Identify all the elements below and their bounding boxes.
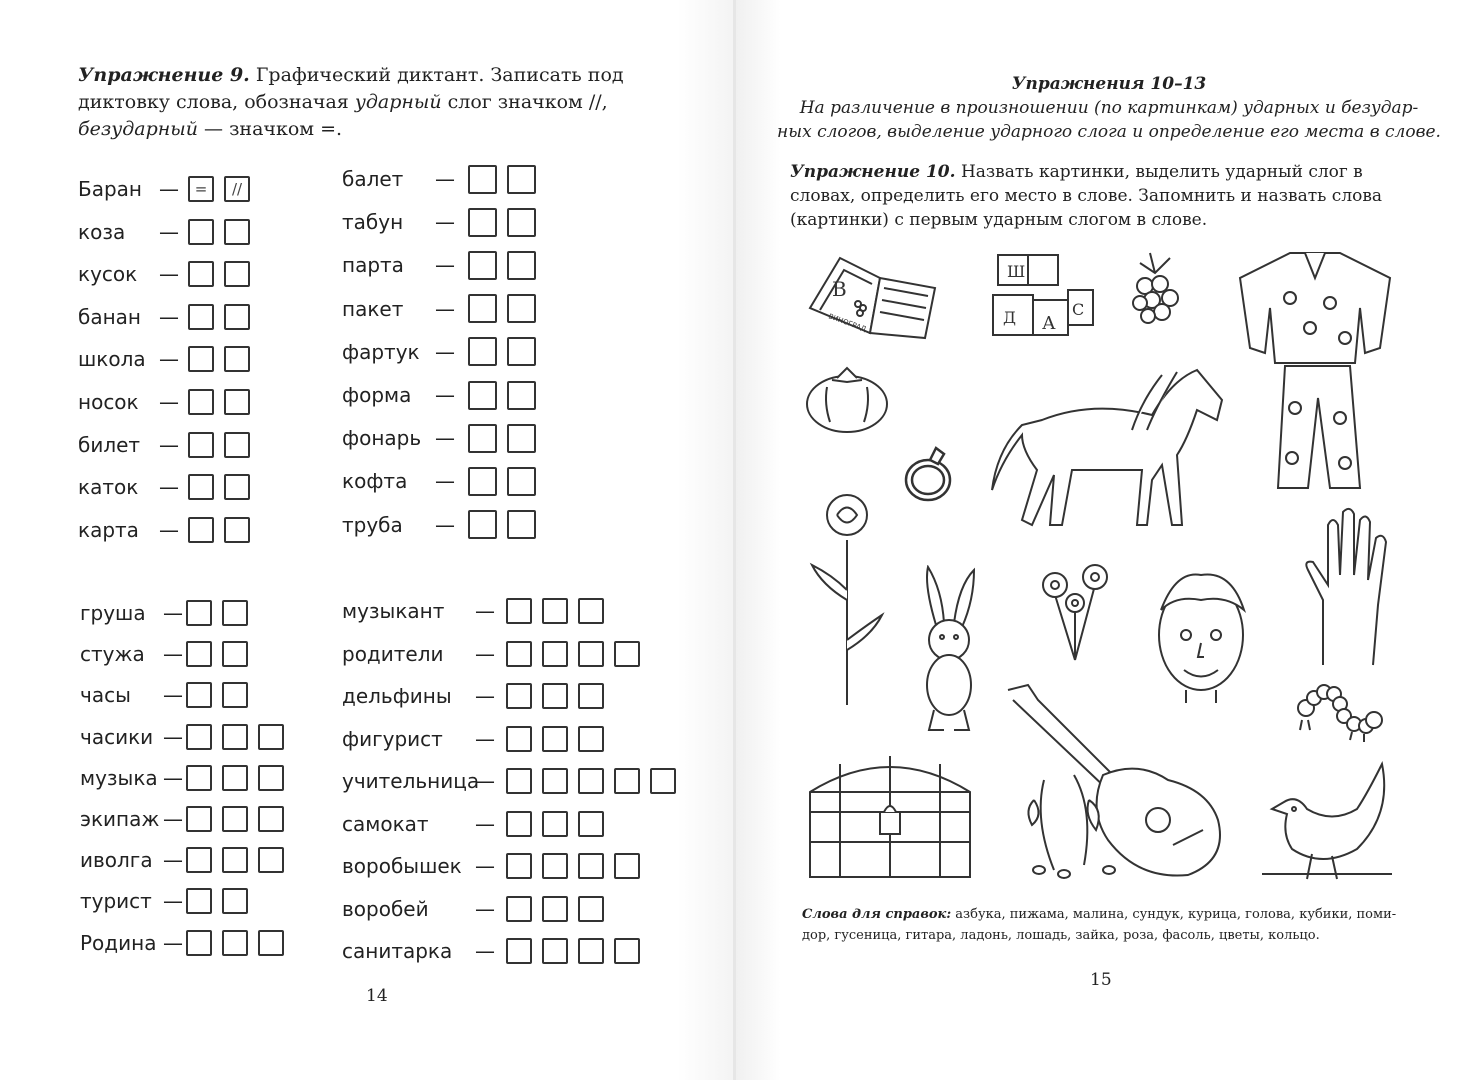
syllable-box[interactable] xyxy=(224,517,250,543)
word-row xyxy=(80,802,284,836)
syllable-box[interactable] xyxy=(468,251,497,280)
book-cover-letter: В xyxy=(832,277,847,301)
syllable-box[interactable] xyxy=(542,938,568,964)
syllable-box[interactable] xyxy=(507,510,536,539)
syllable-box[interactable] xyxy=(507,467,536,496)
syllable-box[interactable] xyxy=(578,598,604,624)
word-row xyxy=(78,513,250,547)
dash-separator: — xyxy=(163,930,183,955)
dictation-word: школа xyxy=(78,347,146,372)
syllable-box[interactable]: = xyxy=(188,176,214,202)
syllable-boxes xyxy=(468,165,536,194)
dash-separator: — xyxy=(475,599,495,623)
dictation-word: Родина xyxy=(80,930,157,955)
syllable-box[interactable] xyxy=(542,896,568,922)
syllable-boxes xyxy=(506,641,640,667)
syllable-boxes xyxy=(186,600,248,626)
dash-separator: — xyxy=(435,210,455,235)
syllable-box[interactable] xyxy=(506,853,532,879)
dictation-word: музыка xyxy=(80,765,158,790)
syllable-boxes xyxy=(186,724,284,750)
word-row xyxy=(342,421,536,455)
syllable-box[interactable] xyxy=(222,682,248,708)
syllable-box[interactable] xyxy=(507,381,536,410)
unstressed-term: безударный xyxy=(78,118,198,140)
word-row xyxy=(342,637,640,671)
syllable-boxes xyxy=(186,806,284,832)
syllable-box[interactable] xyxy=(542,641,568,667)
word-row xyxy=(80,720,284,754)
exercise-9-label: Упражнение 9. xyxy=(78,64,250,86)
alphabet-book-picture xyxy=(800,248,940,343)
dictation-word: форма xyxy=(342,383,412,407)
syllable-box[interactable] xyxy=(507,424,536,453)
dictation-word: груша xyxy=(80,601,146,625)
syllable-boxes xyxy=(506,853,640,879)
syllable-box[interactable] xyxy=(578,768,604,794)
syllable-box[interactable] xyxy=(578,726,604,752)
cubes-picture xyxy=(988,245,1098,345)
syllable-box[interactable] xyxy=(542,726,568,752)
dash-separator: — xyxy=(435,253,455,278)
word-row xyxy=(342,292,536,326)
syllable-boxes xyxy=(188,176,250,202)
dictation-word: труба xyxy=(342,512,403,537)
syllable-boxes xyxy=(188,432,250,458)
dash-separator: — xyxy=(159,219,179,244)
word-row xyxy=(342,764,676,798)
dictation-word: часики xyxy=(80,724,154,749)
heading-line-1: На различение в произношении (по картинкам) ударных и безудар- xyxy=(799,98,1419,118)
dash-separator: — xyxy=(475,641,495,666)
syllable-box[interactable] xyxy=(222,930,248,956)
syllable-boxes xyxy=(506,683,604,709)
syllable-box[interactable] xyxy=(506,768,532,794)
syllable-boxes xyxy=(188,304,250,330)
dash-separator: — xyxy=(435,383,455,407)
syllable-box[interactable] xyxy=(224,261,250,287)
syllable-boxes xyxy=(186,847,284,873)
syllable-box[interactable] xyxy=(578,683,604,709)
word-column-4 xyxy=(342,594,722,974)
dictation-word: Баран xyxy=(78,177,143,201)
exercise-9-mid: слог значком //, xyxy=(447,91,608,113)
syllable-box[interactable] xyxy=(222,724,248,750)
dictation-word: воробей xyxy=(342,896,429,921)
word-row xyxy=(78,470,250,504)
dash-separator: — xyxy=(159,262,179,287)
word-row xyxy=(78,300,250,334)
word-row xyxy=(80,678,248,712)
word-column-2 xyxy=(342,162,602,542)
word-column-3 xyxy=(80,596,340,976)
cube-letter-2: А xyxy=(1042,313,1056,334)
word-row xyxy=(342,722,604,756)
syllable-box[interactable] xyxy=(186,641,212,667)
syllable-box[interactable] xyxy=(468,337,497,366)
syllable-box[interactable] xyxy=(224,219,250,245)
syllable-boxes xyxy=(188,389,250,415)
syllable-boxes xyxy=(188,517,250,543)
book-cover-word: ВИНОГРАД xyxy=(827,312,868,334)
syllable-boxes xyxy=(468,337,536,366)
syllable-box[interactable] xyxy=(578,853,604,879)
dictation-word: санитарка xyxy=(342,939,453,963)
syllable-boxes xyxy=(468,251,536,280)
dash-separator: — xyxy=(163,889,183,914)
hand-picture xyxy=(1298,500,1398,670)
syllable-box[interactable] xyxy=(222,641,248,667)
syllable-box[interactable] xyxy=(507,251,536,280)
dash-separator: — xyxy=(475,896,495,921)
syllable-box[interactable] xyxy=(468,294,497,323)
syllable-box[interactable] xyxy=(506,896,532,922)
dictation-word: учительница xyxy=(342,769,480,793)
syllable-box[interactable] xyxy=(222,600,248,626)
syllable-box[interactable] xyxy=(468,165,497,194)
rose-picture xyxy=(802,490,892,710)
word-row xyxy=(342,162,536,196)
syllable-box[interactable] xyxy=(506,938,532,964)
syllable-boxes xyxy=(468,381,536,410)
syllable-boxes xyxy=(186,765,284,791)
syllable-box[interactable] xyxy=(578,896,604,922)
syllable-box[interactable] xyxy=(468,208,497,237)
dictation-word: фигурист xyxy=(342,726,443,751)
syllable-boxes xyxy=(506,598,604,624)
word-row xyxy=(78,385,250,419)
syllable-box[interactable] xyxy=(188,346,214,372)
syllable-box[interactable] xyxy=(222,888,248,914)
pajamas-picture xyxy=(1230,248,1400,493)
exercise-10-text: Назвать картинки, выделить ударный слог в словах, определить его место в слове. Запомнить и назвать слова (картинки) с первым ударным слогом в слове. xyxy=(790,162,1383,230)
dictation-word: носок xyxy=(78,390,139,414)
syllable-boxes xyxy=(468,510,536,539)
word-row xyxy=(78,428,250,462)
dictation-word: экипаж xyxy=(80,807,160,831)
word-row xyxy=(80,637,248,671)
exercise-10-label: Упражнение 10. xyxy=(790,162,956,182)
syllable-box[interactable] xyxy=(224,304,250,330)
syllable-boxes xyxy=(188,346,250,372)
syllable-box[interactable] xyxy=(542,768,568,794)
dictation-word: воробышек xyxy=(342,854,462,878)
syllable-box[interactable] xyxy=(186,765,212,791)
dictation-word: коза xyxy=(78,219,126,244)
syllable-box[interactable] xyxy=(468,424,497,453)
syllable-box[interactable] xyxy=(614,641,640,667)
dictation-word: иволга xyxy=(80,848,153,873)
dictation-word: самокат xyxy=(342,811,429,836)
page-number-right: 15 xyxy=(1090,970,1112,990)
word-row xyxy=(78,215,250,249)
dictation-word: банан xyxy=(78,304,141,329)
dash-separator: — xyxy=(475,684,495,708)
dictation-word: каток xyxy=(78,475,139,500)
dictation-word: турист xyxy=(80,889,152,914)
syllable-box[interactable] xyxy=(506,641,532,667)
bunny-picture xyxy=(904,565,994,735)
syllable-box[interactable] xyxy=(506,683,532,709)
syllable-box[interactable] xyxy=(542,598,568,624)
dash-separator: — xyxy=(159,347,179,372)
syllable-box[interactable] xyxy=(224,474,250,500)
syllable-box[interactable]: // xyxy=(224,176,250,202)
word-row xyxy=(78,172,250,206)
syllable-box[interactable] xyxy=(188,219,214,245)
exercise-9-text: Графический диктант. Записать под диктовку слова, обозначая xyxy=(78,64,624,113)
dash-separator: — xyxy=(163,642,183,667)
word-row xyxy=(342,248,536,282)
dictation-word: кофта xyxy=(342,469,408,494)
dash-separator: — xyxy=(163,683,183,708)
word-row xyxy=(342,594,604,628)
reference-words-line-2: дор, гусеница, гитара, ладонь, лошадь, зайка, роза, фасоль, цветы, кольцо. xyxy=(802,928,1320,943)
syllable-box[interactable] xyxy=(258,806,284,832)
syllable-box[interactable] xyxy=(578,811,604,837)
ring-picture xyxy=(900,442,960,507)
syllable-boxes xyxy=(468,294,536,323)
dictation-word: билет xyxy=(78,432,141,457)
dash-separator: — xyxy=(159,390,179,414)
dictation-word: фартук xyxy=(342,339,420,364)
syllable-box[interactable] xyxy=(507,294,536,323)
syllable-box[interactable] xyxy=(542,683,568,709)
word-row xyxy=(80,596,248,630)
syllable-boxes xyxy=(506,811,604,837)
dictation-word: кусок xyxy=(78,262,138,287)
flowers-picture xyxy=(1030,555,1120,665)
dash-separator: — xyxy=(159,517,179,542)
syllable-box[interactable] xyxy=(650,768,676,794)
syllable-box[interactable] xyxy=(542,811,568,837)
syllable-box[interactable] xyxy=(468,510,497,539)
syllable-box[interactable] xyxy=(258,847,284,873)
dash-separator: — xyxy=(159,304,179,329)
word-row xyxy=(80,884,248,918)
syllable-boxes xyxy=(186,682,248,708)
exercise-9-end: — значком =. xyxy=(204,118,343,140)
syllable-box[interactable] xyxy=(186,724,212,750)
page-number-left: 14 xyxy=(366,986,388,1006)
chest-picture xyxy=(800,752,980,882)
syllable-box[interactable] xyxy=(614,768,640,794)
word-row xyxy=(80,761,284,795)
hen-picture xyxy=(1262,754,1392,884)
dash-separator: — xyxy=(475,811,495,836)
syllable-boxes xyxy=(506,768,676,794)
syllable-box[interactable] xyxy=(578,938,604,964)
syllable-box[interactable] xyxy=(222,765,248,791)
syllable-box[interactable] xyxy=(614,853,640,879)
syllable-box[interactable] xyxy=(542,853,568,879)
exercise-10-intro xyxy=(790,160,1410,232)
word-row xyxy=(342,679,604,713)
word-row xyxy=(342,849,640,883)
dictation-word: табун xyxy=(342,210,404,235)
dictation-word: музыкант xyxy=(342,599,445,623)
dash-separator: — xyxy=(435,296,455,321)
syllable-boxes xyxy=(186,930,284,956)
syllable-boxes xyxy=(506,896,604,922)
word-row xyxy=(78,257,250,291)
syllable-box[interactable] xyxy=(578,641,604,667)
syllable-box[interactable] xyxy=(468,467,497,496)
dash-separator: — xyxy=(159,432,179,457)
syllable-box[interactable] xyxy=(506,811,532,837)
syllable-boxes xyxy=(468,424,536,453)
syllable-box[interactable] xyxy=(188,261,214,287)
dash-separator: — xyxy=(475,854,495,878)
syllable-boxes xyxy=(188,261,250,287)
syllable-box[interactable] xyxy=(222,806,248,832)
heading-title: Упражнения 10–13 xyxy=(1011,74,1207,94)
word-row xyxy=(342,807,604,841)
syllable-boxes xyxy=(188,474,250,500)
syllable-box[interactable] xyxy=(188,517,214,543)
word-row xyxy=(80,843,284,877)
word-row xyxy=(80,926,284,960)
exercises-10-13-heading xyxy=(736,72,1482,144)
dash-separator: — xyxy=(435,512,455,537)
dictation-word: парта xyxy=(342,253,404,278)
word-row xyxy=(342,378,536,412)
word-row xyxy=(342,892,604,926)
dictation-word: часы xyxy=(80,683,131,708)
dash-separator: — xyxy=(475,769,495,793)
dash-separator: — xyxy=(475,939,495,963)
left-page xyxy=(0,0,736,1080)
syllable-boxes xyxy=(188,219,250,245)
dash-separator: — xyxy=(163,601,183,625)
right-page xyxy=(736,0,1482,1080)
dash-separator: — xyxy=(435,469,455,494)
dictation-word: дельфины xyxy=(342,684,452,708)
word-row xyxy=(342,464,536,498)
dash-separator: — xyxy=(163,848,183,873)
syllable-boxes xyxy=(506,726,604,752)
syllable-box[interactable] xyxy=(468,381,497,410)
cube-letter-1: Ш xyxy=(1007,262,1026,281)
word-row xyxy=(78,342,250,376)
dictation-word: карта xyxy=(78,517,139,542)
dash-separator: — xyxy=(159,475,179,500)
dash-separator: — xyxy=(159,177,179,201)
syllable-boxes xyxy=(506,938,640,964)
syllable-box[interactable] xyxy=(224,389,250,415)
syllable-box[interactable] xyxy=(507,337,536,366)
dash-separator: — xyxy=(163,807,183,831)
syllable-boxes xyxy=(186,641,248,667)
reference-words-line-1: Слова для справок: азбука, пижама, малина, сундук, курица, голова, кубики, поми- xyxy=(802,907,1397,922)
word-row xyxy=(342,205,536,239)
word-row xyxy=(342,335,536,369)
reference-words xyxy=(802,904,1412,946)
dash-separator: — xyxy=(163,724,183,749)
syllable-box[interactable] xyxy=(507,165,536,194)
heading-line-2: ных слогов, выделение ударного слога и определение его места в слове. xyxy=(777,122,1441,142)
syllable-box[interactable] xyxy=(188,304,214,330)
dash-separator: — xyxy=(435,167,455,191)
syllable-box[interactable] xyxy=(188,389,214,415)
reference-words-label: Слова для справок: xyxy=(802,907,952,922)
dictation-word: фонарь xyxy=(342,426,422,451)
word-row xyxy=(342,508,536,542)
dictation-word: пакет xyxy=(342,296,404,321)
cube-letter-3: С xyxy=(1072,300,1085,319)
dictation-word: родители xyxy=(342,641,444,666)
syllable-box[interactable] xyxy=(258,930,284,956)
syllable-boxes xyxy=(468,467,536,496)
syllable-box[interactable] xyxy=(222,847,248,873)
dash-separator: — xyxy=(435,426,455,451)
syllable-box[interactable] xyxy=(506,726,532,752)
syllable-box[interactable] xyxy=(507,208,536,237)
syllable-boxes xyxy=(468,208,536,237)
syllable-box[interactable] xyxy=(186,888,212,914)
syllable-box[interactable] xyxy=(506,598,532,624)
exercise-9-intro xyxy=(78,62,698,143)
syllable-box[interactable] xyxy=(186,806,212,832)
syllable-box[interactable] xyxy=(188,432,214,458)
cube-letter-4: Д xyxy=(1003,308,1017,327)
syllable-box[interactable] xyxy=(258,765,284,791)
syllable-box[interactable] xyxy=(186,847,212,873)
word-row xyxy=(342,934,640,968)
dictation-word: стужа xyxy=(80,642,145,667)
word-column-1 xyxy=(78,172,308,552)
beans-picture xyxy=(1014,770,1124,880)
syllable-box[interactable] xyxy=(614,938,640,964)
tomato-picture xyxy=(802,362,892,434)
syllable-boxes xyxy=(186,888,248,914)
raspberry-picture xyxy=(1120,248,1190,333)
horse-picture xyxy=(982,360,1242,535)
syllable-box[interactable] xyxy=(188,474,214,500)
syllable-box[interactable] xyxy=(224,346,250,372)
dash-separator: — xyxy=(475,726,495,751)
syllable-box[interactable] xyxy=(258,724,284,750)
dictation-word: балет xyxy=(342,167,404,191)
syllable-box[interactable] xyxy=(224,432,250,458)
syllable-box[interactable] xyxy=(186,600,212,626)
caterpillar-picture xyxy=(1294,680,1384,745)
dash-separator: — xyxy=(435,339,455,364)
syllable-box[interactable] xyxy=(186,682,212,708)
syllable-box[interactable] xyxy=(186,930,212,956)
dash-separator: — xyxy=(163,765,183,790)
stressed-term: ударный xyxy=(354,91,442,113)
